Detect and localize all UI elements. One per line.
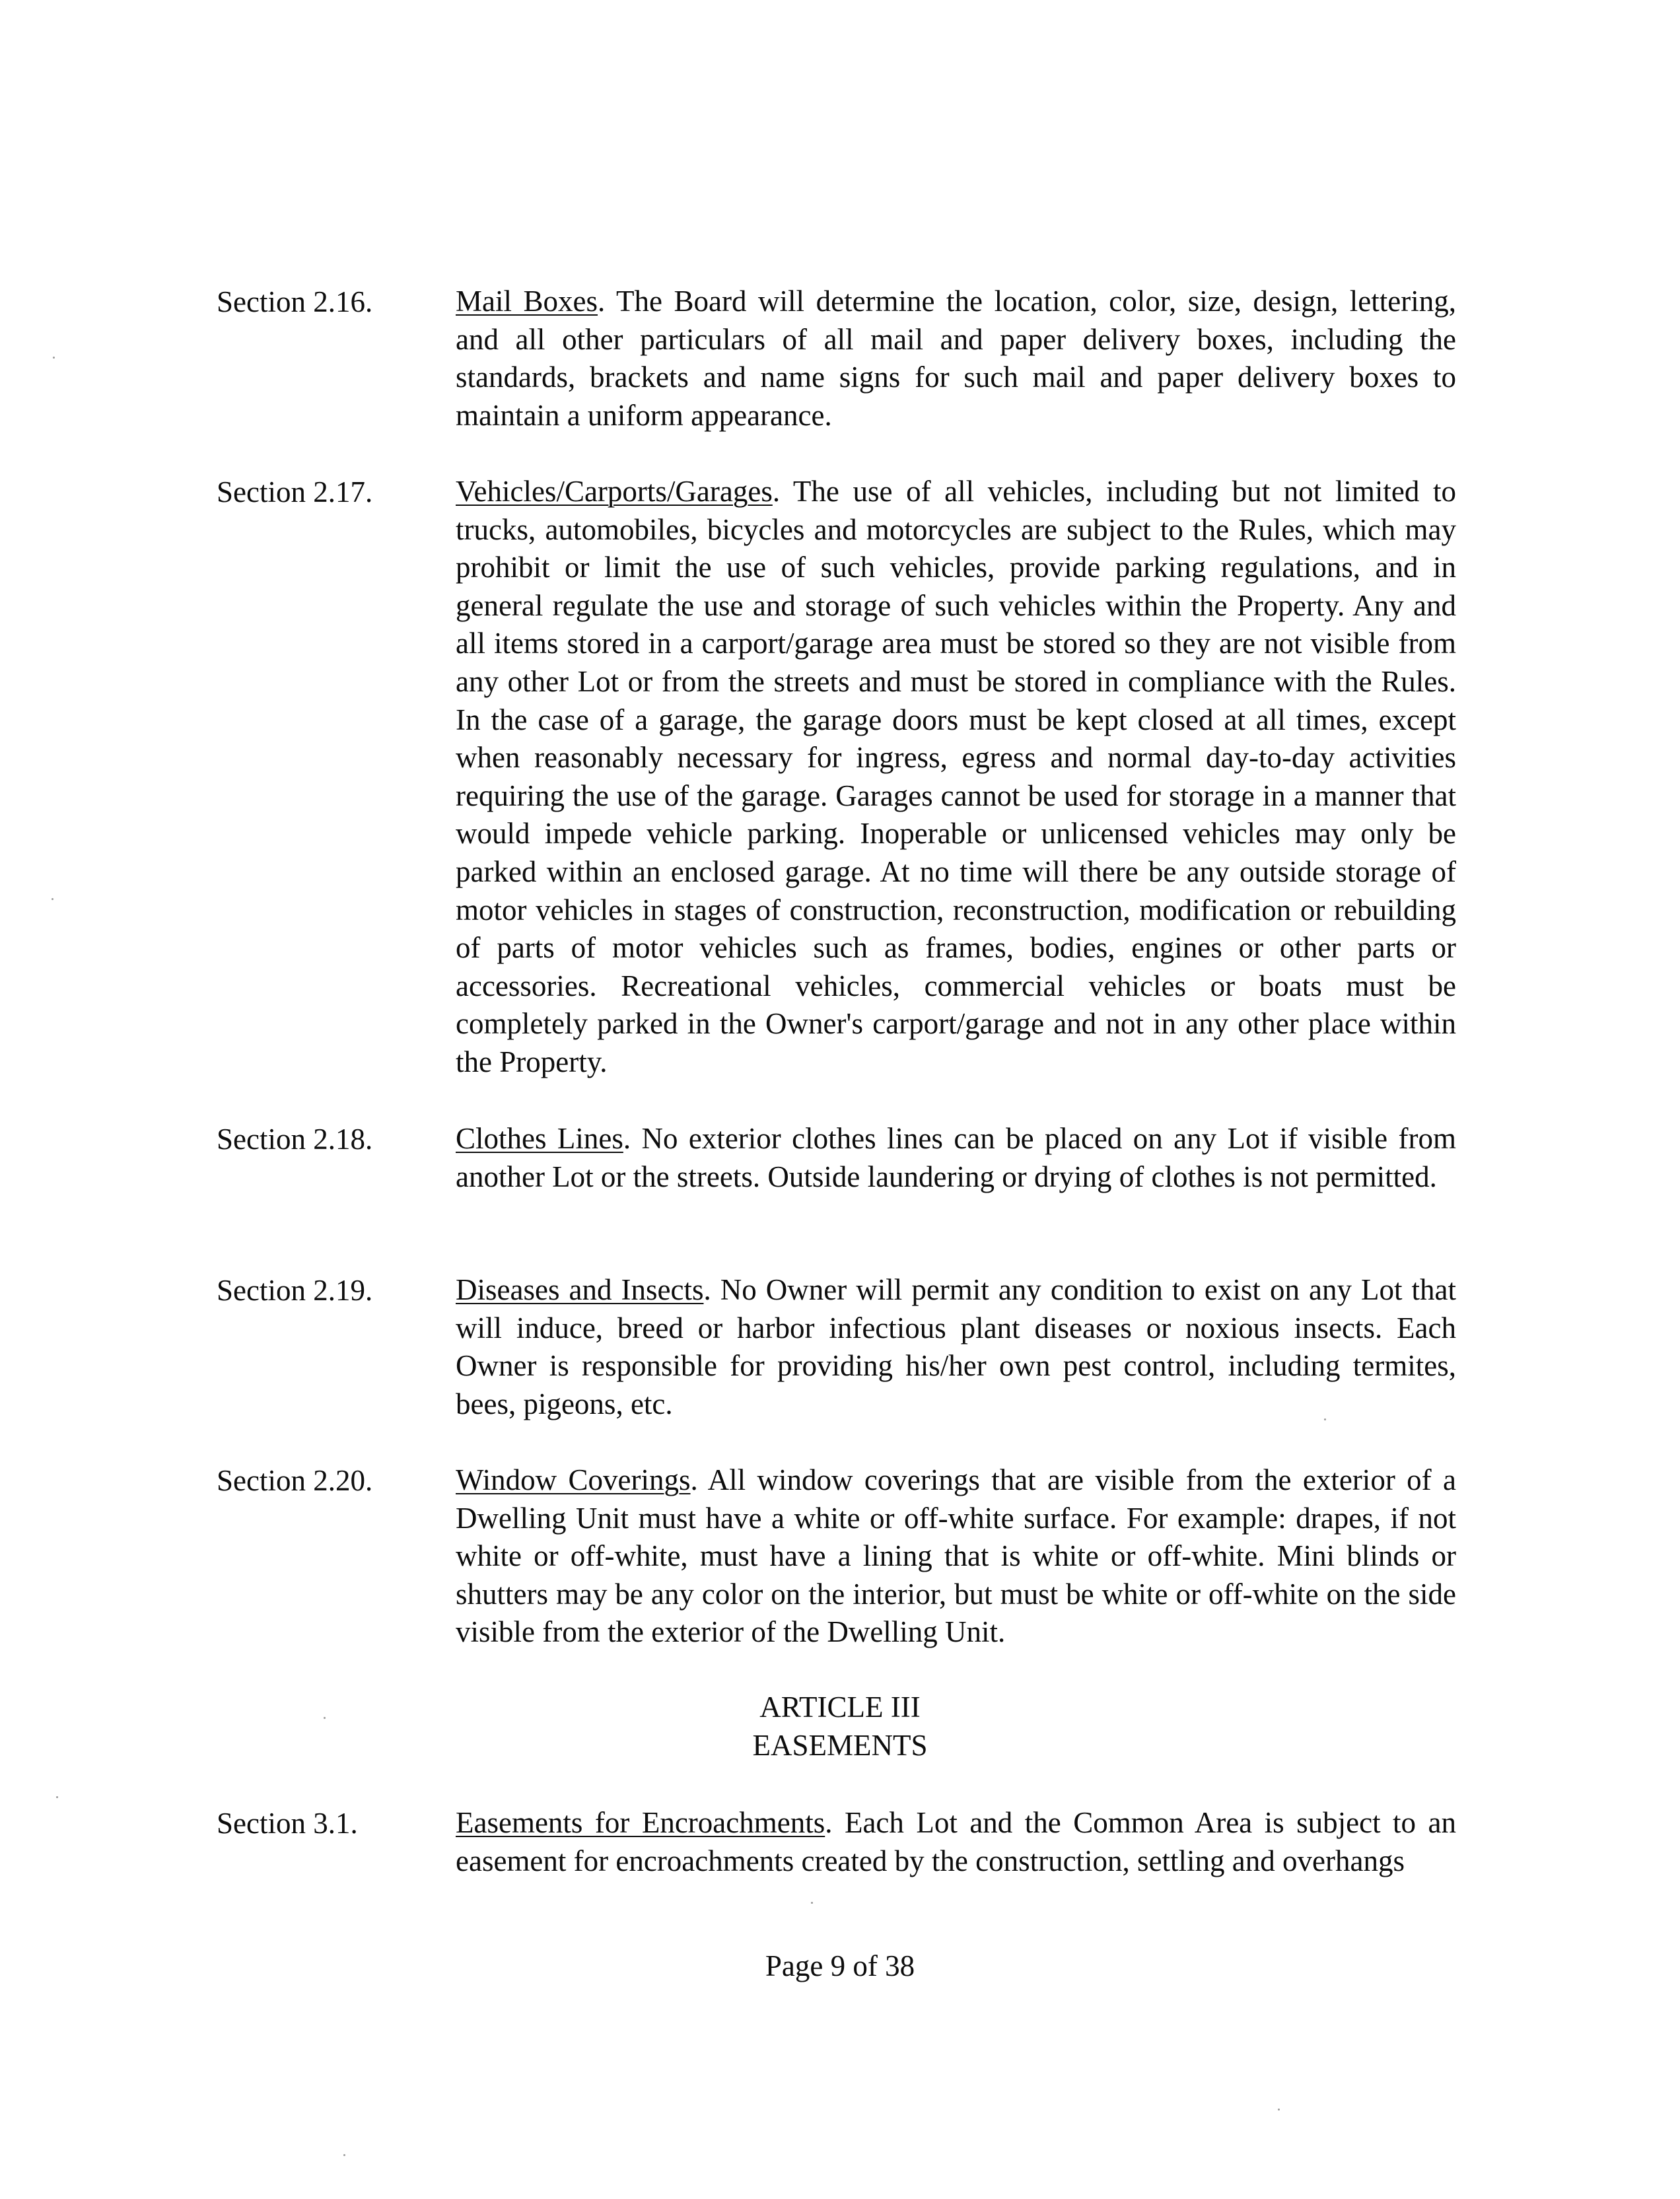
- section-number: Section 2.16.: [217, 285, 373, 318]
- scan-speck: [811, 1902, 813, 1904]
- section-heading: Clothes Lines: [456, 1122, 623, 1155]
- section-text: . The Board will determine the location, color, size, design, lettering, and all other particulars of all mail and paper delivery boxes, including the standards, brackets and name signs for such mail and paper delivery boxes to maintain a uniform appearance.: [456, 285, 1456, 432]
- section-number: Section 2.17.: [217, 475, 373, 508]
- scan-speck: [56, 1796, 58, 1798]
- section-number: Section 2.20.: [217, 1464, 373, 1497]
- section-number: Section 2.18.: [217, 1123, 373, 1156]
- section-heading: Window Coverings: [456, 1463, 691, 1496]
- article-title: EASEMENTS: [752, 1729, 928, 1762]
- scan-speck: [343, 2154, 345, 2156]
- section-number: Section 3.1.: [217, 1807, 358, 1840]
- section-heading: Easements for Encroachments: [456, 1806, 825, 1839]
- section-text: . No exterior clothes lines can be placed on any Lot if visible from another Lot or the streets. Outside laundering or drying of clothes is not permitted.: [456, 1122, 1456, 1193]
- scan-speck: [1324, 1418, 1326, 1420]
- section-heading: Diseases and Insects: [456, 1273, 704, 1306]
- page-number: Page 9 of 38: [765, 1949, 915, 1982]
- article-number: ARTICLE III: [759, 1691, 921, 1724]
- section-body: [456, 1120, 1456, 1196]
- section-text: . All window coverings that are visible from the exterior of a Dwelling Unit must have a white or off-white surface. For example: drapes, if not white or off-white, must have a lining that is white or off-white. Mini blinds or shutters may be any color on the interior, but must be white or off-white on the side visible from the exterior of the Dwelling Unit.: [456, 1463, 1456, 1649]
- section-text: . The use of all vehicles, including but not limited to trucks, automobiles, bicycles and motorcycles are subject to the Rules, which may prohibit or limit the use of such vehicles, provide parking regulations, and in general regulate the use and storage of such vehicles within the Property. Any and all items stored in a carport/garage area must be stored so they are not visible from any other Lot or from the streets and must be stored in compliance with the Rules. In the case of a garage, the garage doors must be kept closed at all times, except when reasonably necessary for ingress, egress and normal day-to-day activities requiring the use of the garage. Garages cannot be used for storage in a manner that would impede vehicle parking. Inoperable or unlicensed vehicles may only be parked within an enclosed garage. At no time will there be any outside storage of motor vehicles in stages of construction, reconstruction, modification or rebuilding of parts of motor vehicles such as frames, bodies, engines or other parts or accessories. Recreational vehicles, commercial vehicles or boats must be completely parked in the Owner's carport/garage and not in any other place within the Property.: [456, 475, 1456, 1078]
- section-text: . No Owner will permit any condition to exist on any Lot that will induce, breed or harbor infectious plant diseases or noxious insects. Each Owner is responsible for providing his/her own pest control, including termites, bees, pigeons, etc.: [456, 1273, 1456, 1420]
- scan-speck: [1278, 2109, 1280, 2111]
- section-body: [456, 1804, 1456, 1880]
- section-text: . Each Lot and the Common Area is subject to an easement for encroachments created by the construction, settling and overhangs: [456, 1806, 1456, 1877]
- section-body: [456, 473, 1456, 1082]
- scan-speck: [52, 898, 53, 900]
- scan-speck: [324, 1717, 326, 1719]
- section-heading: Mail Boxes: [456, 285, 598, 318]
- section-body: [456, 1271, 1456, 1423]
- section-body: [456, 1461, 1456, 1652]
- section-heading: Vehicles/Carports/Garages: [456, 475, 773, 508]
- scan-speck: [53, 357, 55, 359]
- article-heading: [0, 1688, 1680, 1764]
- section-number: Section 2.19.: [217, 1274, 373, 1307]
- section-body: [456, 283, 1456, 435]
